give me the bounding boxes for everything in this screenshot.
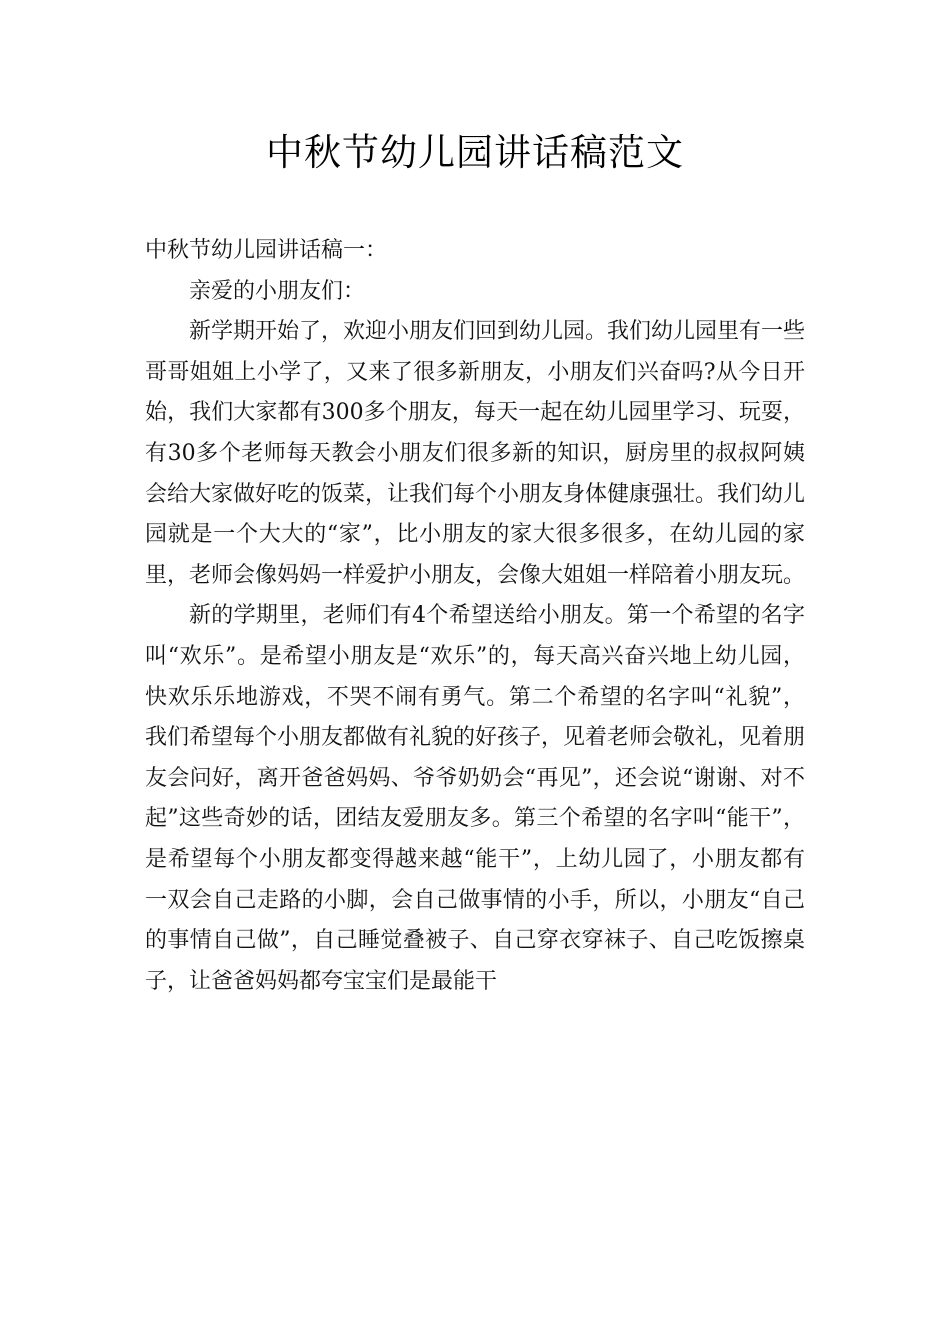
document-body	[145, 231, 805, 1002]
paragraph-1: 新学期开始了，欢迎小朋友们回到幼儿园。我们幼儿园里有一些哥哥姐姐上小学了，又来了很多新朋友，小朋友们兴奋吗?从今日开始，我们大家都有300多个朋友，每天一起在幼儿园里学习、玩耍，有30多个老师每天教会小朋友们很多新的知识，厨房里的叔叔阿姨会给大家做好吃的饭菜，让我们每个小朋友身体健康强壮。我们幼儿园就是一个大大的“家”，比小朋友的家大很多很多，在幼儿园的家里，老师会像妈妈一样爱护小朋友，会像大姐姐一样陪着小朋友玩。	[145, 319, 806, 588]
greeting: 亲爱的小朋友们：	[189, 278, 366, 304]
paragraph-2: 新的学期里，老师们有4个希望送给小朋友。第一个希望的名字叫“欢乐”。是希望小朋友是“欢乐”的，每天高兴奋兴地上幼儿园，快欢乐乐地游戏，不哭不闹有勇气。第二个希望的名字叫“礼貌”，我们希望每个小朋友都做有礼貌的好孩子，见着老师会敬礼，见着朋友会问好，离开爸爸妈妈、爷爷奶奶会“再见”，还会说“谢谢、对不起”这些奇妙的话，团结友爱朋友多。第三个希望的名字叫“能干”，是希望每个小朋友都变得越来越“能干”，上幼儿园了，小朋友都有一双会自己走路的小脚，会自己做事情的小手，所以，小朋友“自己的事情自己做”，自己睡觉叠被子、自己穿衣穿袜子、自己吃饭擦桌子，让爸爸妈妈都夸宝宝们是最能干	[145, 603, 806, 994]
document-title: 中秋节幼儿园讲话稿范文	[266, 131, 684, 174]
section-heading: 中秋节幼儿园讲话稿一：	[145, 238, 388, 263]
